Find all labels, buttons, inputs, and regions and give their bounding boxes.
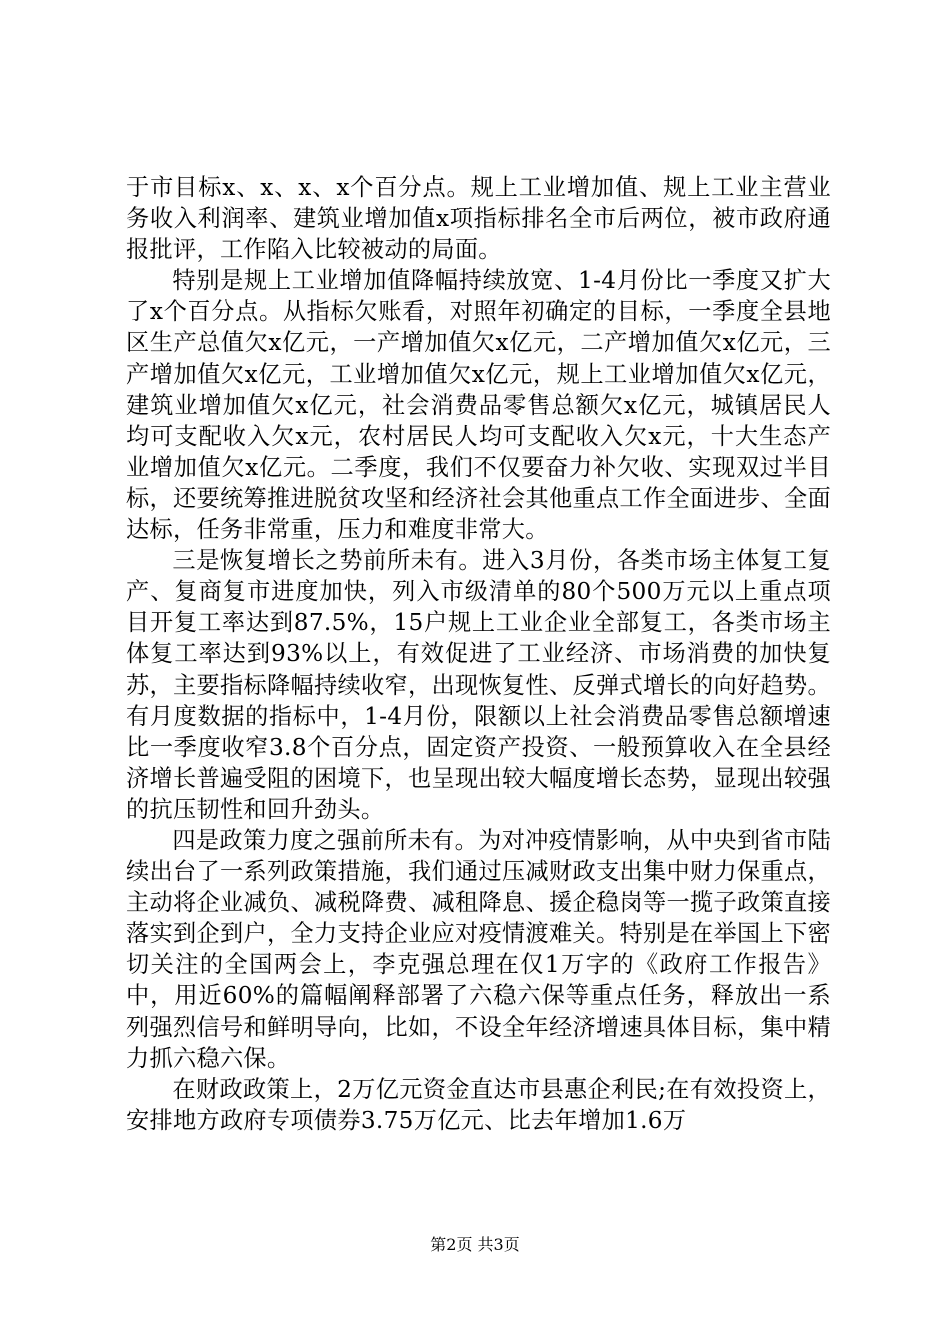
- page-footer: 第2页 共3页: [430, 1235, 520, 1254]
- paragraph-3: 三是恢复增长之势前所未有。进入3月份，各类市场主体复工复产、复商复市进度加快，列入市级清单的80个500万元以上重点项目开复工率达到87.5%，15户规上工业企业全部复工，各类市场主体复工率达到93%以上，有效促进了工业经济、市场消费的加快复苏，主要指标降幅持续收窄，出现恢复性、反弹式增长的向好趋势。有月度数据的指标中，1-4月份，限额以上社会消费品零售总额增速比一季度收窄3.8个百分点，固定资产投资、一般预算收入在全县经济增长普遍受阻的困境下，也呈现出较大幅度增长态势，显现出较强的抗压韧性和回升劲头。: [126, 547, 831, 823]
- paragraph-5: 在财政政策上，2万亿元资金直达市县惠企利民;在有效投资上，安排地方政府专项债券3.75万亿元、比去年增加1.6万: [126, 1075, 831, 1134]
- paragraph-2: 特别是规上工业增加值降幅持续放宽、1-4月份比一季度又扩大了x个百分点。从指标欠账看，对照年初确定的目标，一季度全县地区生产总值欠x亿元，一产增加值欠x亿元，二产增加值欠x亿元，三产增加值欠x亿元，工业增加值欠x亿元，规上工业增加值欠x亿元，建筑业增加值欠x亿元，社会消费品零售总额欠x亿元，城镇居民人均可支配收入欠x元，农村居民人均可支配收入欠x元，十大生态产业增加值欠x亿元。二季度，我们不仅要奋力补欠收、实现双过半目标，还要统筹推进脱贫攻坚和经济社会其他重点工作全面进步、全面达标，任务非常重，压力和难度非常大。: [126, 267, 831, 544]
- paragraph-1: 于市目标x、x、x、x个百分点。规上工业增加值、规上工业主营业务收入利润率、建筑业增加值x项指标排名全市后两位，被市政府通报批评，工作陷入比较被动的局面。: [126, 174, 831, 264]
- document-body: [126, 172, 831, 1136]
- paragraph-4: 四是政策力度之强前所未有。为对冲疫情影响，从中央到省市陆续出台了一系列政策措施，我们通过压减财政支出集中财力保重点，主动将企业减负、减税降费、减租降息、援企稳岗等一揽子政策直接落实到企到户，全力支持企业应对疫情渡难关。特别是在举国上下密切关注的全国两会上，李克强总理在仅1万字的《政府工作报告》中，用近60%的篇幅阐释部署了六稳六保等重点任务，释放出一系列强烈信号和鲜明导向，比如，不设全年经济增速具体目标，集中精力抓六稳六保。: [126, 826, 831, 1072]
